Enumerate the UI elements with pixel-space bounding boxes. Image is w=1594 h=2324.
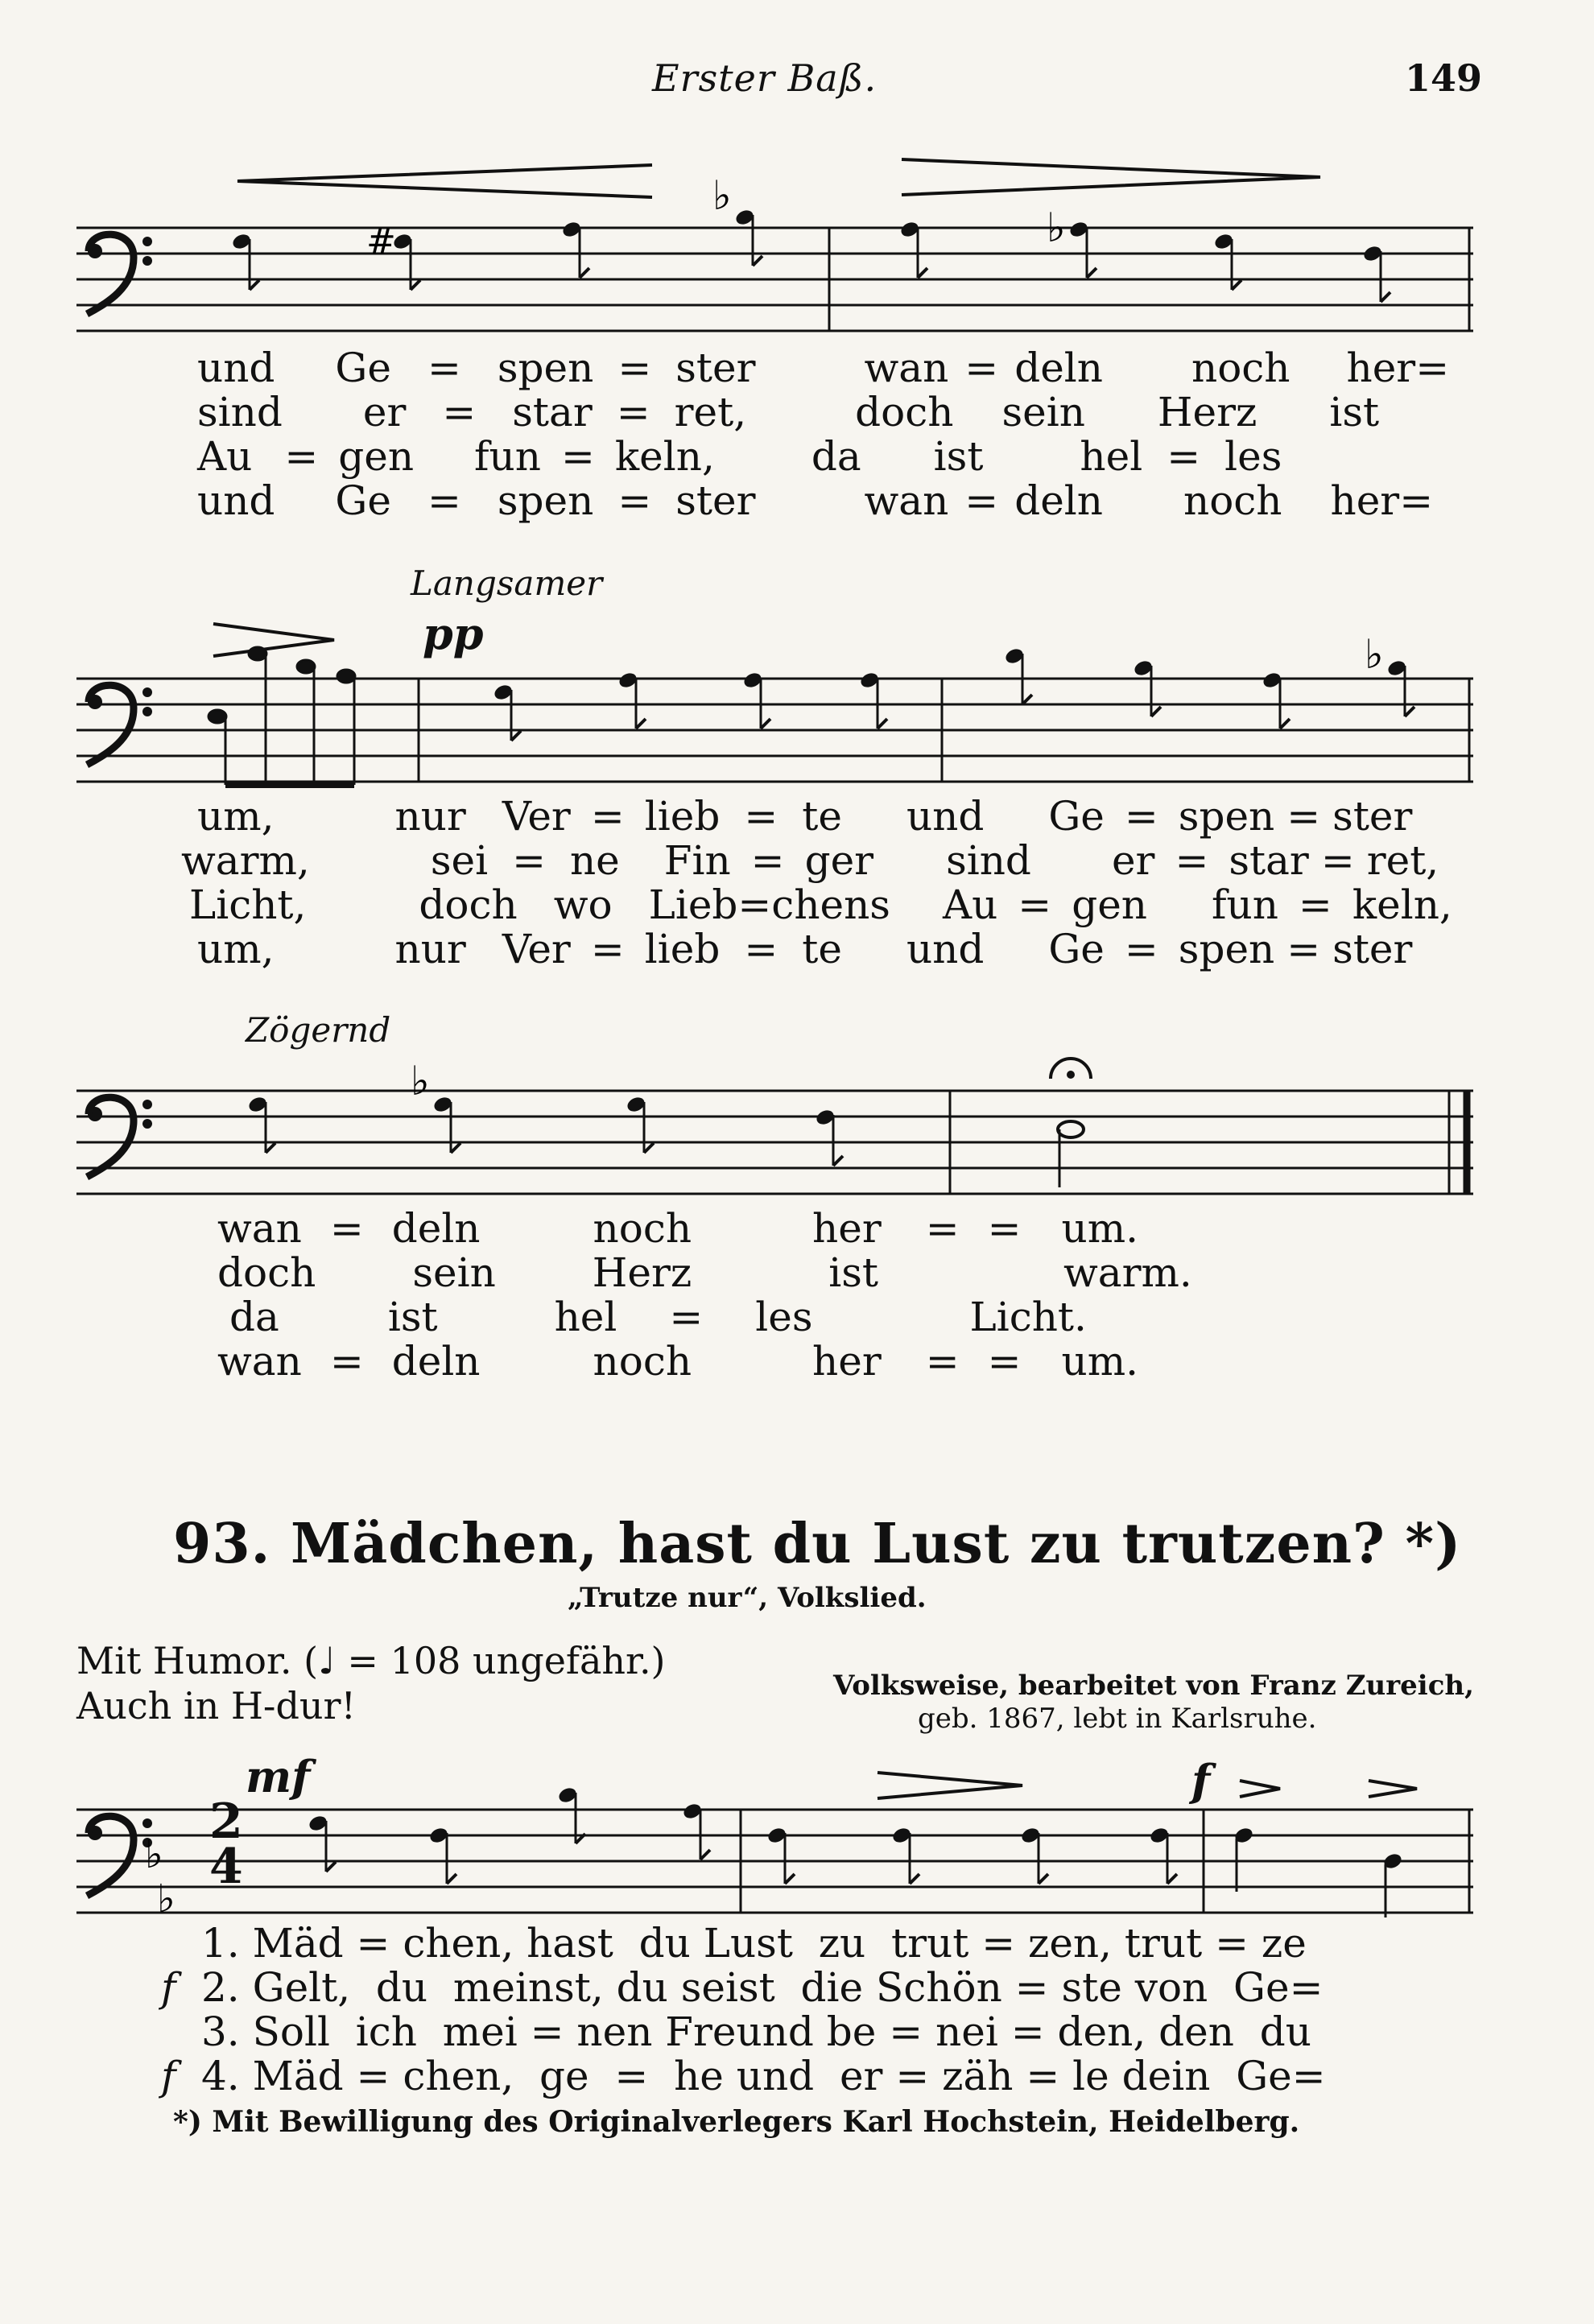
verse-line: 1. Mäd = chen, hast du Lust zu trut = zen, trut = ze xyxy=(201,1920,1307,1967)
svg-text:♭: ♭ xyxy=(1365,631,1384,678)
svg-text:♭: ♭ xyxy=(1047,204,1066,251)
svg-text:♭: ♭ xyxy=(411,1058,430,1104)
verse-line: f 2. Gelt, du meinst, du seist die Schön = ste von Ge= xyxy=(161,1964,1324,2011)
page-number: 149 xyxy=(1405,56,1483,100)
lyric-line: Licht, doch wo Lieb=chens Au = gen fun = keln, xyxy=(189,881,1452,928)
lyric-line: um, nur Ver = lieb = te und Ge = spen = ster xyxy=(197,926,1413,972)
tempo-marking: Zögernd xyxy=(246,1010,391,1050)
verse-line: 3. Soll ich mei = nen Freund be = nei = den, den du xyxy=(201,2008,1311,2055)
lyric-line: Au = gen fun = keln, da ist hel = les xyxy=(197,433,1282,480)
lyric-line: warm, sei = ne Fin = ger sind er = star = ret, xyxy=(181,837,1439,884)
system2-staff xyxy=(76,624,1473,785)
time-signature: 2 4 xyxy=(209,1794,243,1895)
svg-text:♭: ♭ xyxy=(145,1832,163,1877)
performance-instructions xyxy=(76,1638,666,1728)
key-instruction: Auch in H-dur! xyxy=(76,1684,357,1728)
tempo-instruction: Mit Humor. (♩ = 108 ungefähr.) xyxy=(76,1639,666,1682)
svg-text:♭: ♭ xyxy=(157,1876,176,1922)
lyric-line: und Ge = spen = ster wan = deln noch her= xyxy=(197,477,1434,524)
dynamic-marking: f xyxy=(1191,1755,1211,1806)
lyric-line: und Ge = spen = ster wan = deln noch her= xyxy=(197,345,1450,391)
lyric-line: da ist hel = les Licht. xyxy=(229,1294,1087,1340)
dynamic-marking: mf xyxy=(246,1751,311,1802)
running-header: Erster Baß. xyxy=(652,56,878,100)
svg-text:#: # xyxy=(366,221,396,262)
lyric-line: wan = deln noch her = = um. xyxy=(217,1338,1139,1385)
song-subtitle: „Trutze nur“, Volkslied. xyxy=(568,1582,927,1614)
tempo-marking: Langsamer xyxy=(411,563,603,603)
song-title: 93. Mädchen, hast du Lust zu trutzen? *) xyxy=(173,1512,1462,1576)
system1-staff xyxy=(76,159,1473,331)
svg-text:♭: ♭ xyxy=(712,172,732,219)
lyric-line: doch sein Herz ist warm. xyxy=(217,1249,1192,1296)
verse-line: f 4. Mäd = chen, ge = he und er = zäh = le dein Ge= xyxy=(161,2053,1326,2099)
composer-dates: geb. 1867, lebt in Karlsruhe. xyxy=(918,1703,1317,1735)
dynamic-marking: pp xyxy=(423,608,484,659)
composer-credit: Volksweise, bearbeitet von Franz Zureich, xyxy=(833,1670,1474,1702)
lyric-line: um, nur Ver = lieb = te und Ge = spen = ster xyxy=(197,793,1413,840)
lyric-line: sind er = star = ret, doch sein Herz ist xyxy=(197,389,1380,435)
system3-staff xyxy=(76,1058,1473,1194)
lyric-line: wan = deln noch her = = um. xyxy=(217,1205,1139,1252)
footnote: *) Mit Bewilligung des Originalverlegers Karl Hochstein, Heidelberg. xyxy=(173,2105,1300,2139)
